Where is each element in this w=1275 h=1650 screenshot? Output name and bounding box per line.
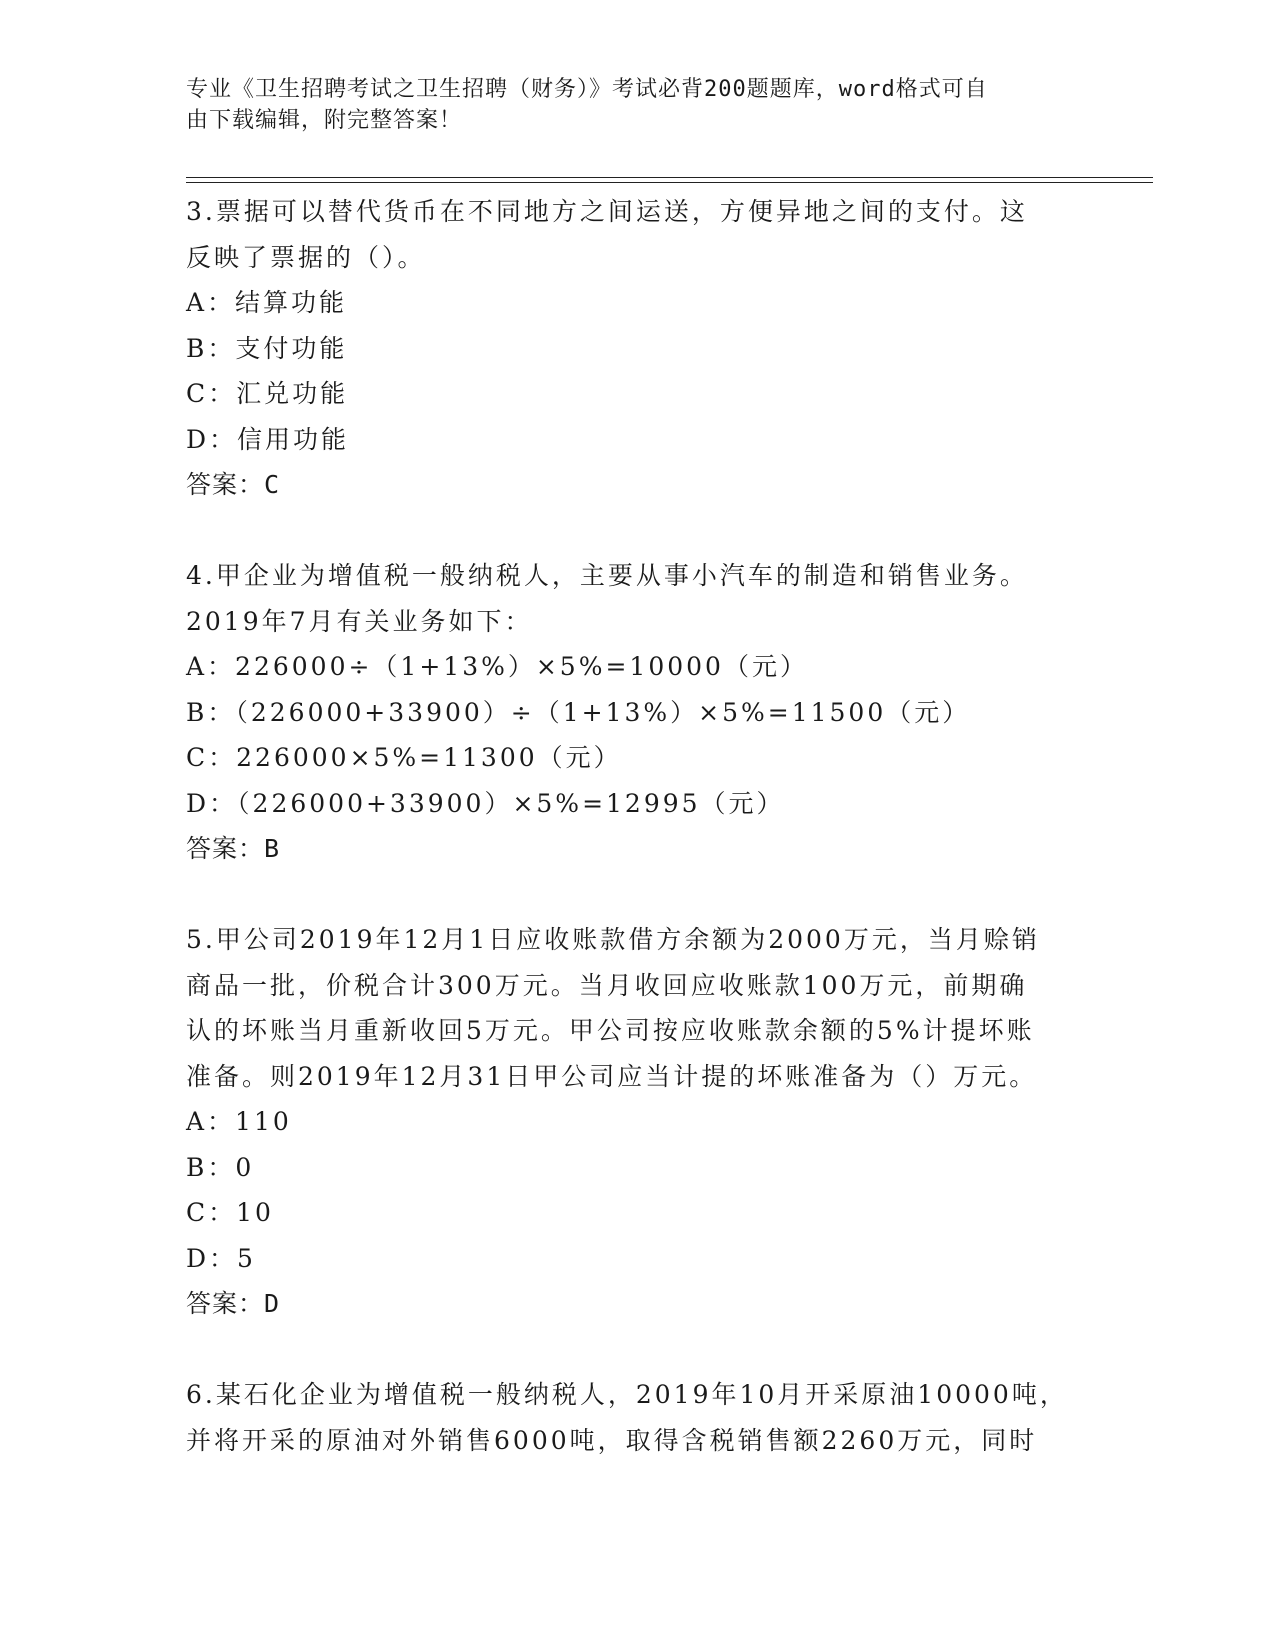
- question-text-line: 5.甲公司2019年12月1日应收账款借方余额为2000万元，当月赊销: [186, 925, 1040, 954]
- question-text-line: 认的坏账当月重新收回5万元。甲公司按应收账款余额的5%计提坏账: [186, 1016, 1035, 1045]
- option-d: D：（226000+33900）×5%=12995（元）: [186, 788, 785, 818]
- option-a: A：110: [186, 1107, 292, 1136]
- spacer: [186, 1327, 1086, 1373]
- option-c: C：226000×5%=11300（元）: [186, 743, 622, 772]
- option-b: B：（226000+33900）÷（1+13%）×5%=11500（元）: [186, 697, 971, 727]
- question-item: [186, 189, 1086, 508]
- header-divider-top: [186, 177, 1153, 178]
- question-item: [186, 553, 1086, 872]
- question-text-line: 并将开采的原油对外销售6000吨，取得含税销售额2260万元，同时: [186, 1425, 1038, 1455]
- question-item: [186, 917, 1086, 1327]
- spacer: [186, 508, 1086, 554]
- document-header: [186, 74, 1066, 136]
- question-text-line: 准备。则2019年12月31日甲公司应当计提的坏账准备为（）万元。: [186, 1061, 1038, 1091]
- option-d: D：5: [186, 1243, 256, 1273]
- question-text-line: 4.甲企业为增值税一般纳税人，主要从事小汽车的制造和销售业务。: [186, 561, 1028, 590]
- question-text-line: 反映了票据的（）。: [186, 242, 426, 272]
- option-a: A：226000÷（1+13%）×5%=10000（元）: [186, 652, 808, 681]
- header-line-2: 由下载编辑，附完整答案！: [186, 108, 463, 133]
- option-a: A：结算功能: [186, 288, 348, 317]
- answer-line: 答案：D: [186, 1289, 281, 1318]
- question-text-line: 6.某石化企业为增值税一般纳税人，2019年10月开采原油10000吨，: [186, 1380, 1068, 1409]
- question-text-line: 3.票据可以替代货币在不同地方之间运送，方便异地之间的支付。这: [186, 197, 1028, 226]
- option-c: C：汇兑功能: [186, 379, 349, 408]
- question-text-line: 2019年7月有关业务如下：: [186, 606, 533, 636]
- question-text-line: 商品一批，价税合计300万元。当月收回应收账款100万元，前期确: [186, 970, 1028, 1000]
- option-b: B：支付功能: [186, 333, 348, 363]
- spacer: [186, 872, 1086, 918]
- option-c: C：10: [186, 1198, 274, 1227]
- header-line-1: 专业《卫生招聘考试之卫生招聘（财务）》考试必背200题题库，word格式可自: [186, 77, 988, 102]
- answer-line: 答案：B: [186, 834, 281, 863]
- answer-line: 答案：C: [186, 470, 281, 499]
- option-d: D：信用功能: [186, 424, 350, 454]
- question-list: [186, 189, 1086, 1463]
- question-item: [186, 1372, 1086, 1463]
- option-b: B：0: [186, 1152, 255, 1182]
- header-divider-bottom: [186, 182, 1153, 183]
